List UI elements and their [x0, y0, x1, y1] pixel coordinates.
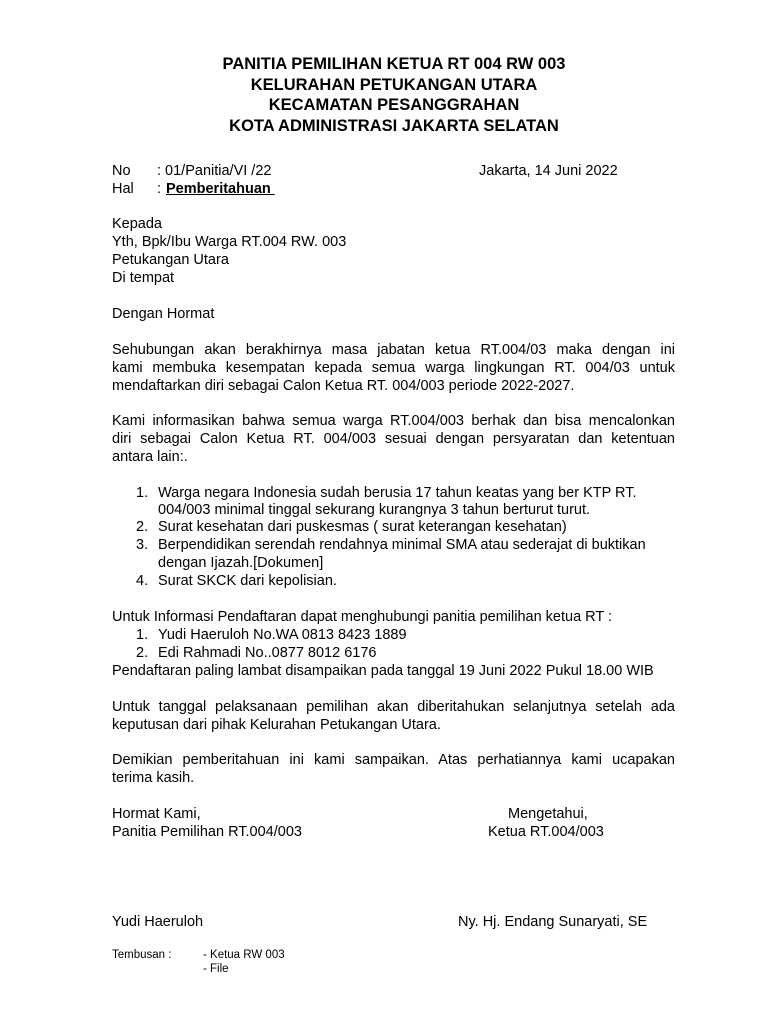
signatory-left: Yudi Haeruloh: [112, 914, 204, 930]
paragraph-2-line: antara lain:.: [112, 449, 188, 465]
letterhead-line-1: PANITIA PEMILIHAN KETUA RT 004 RW 003: [222, 55, 566, 73]
contact-text: Yudi Haeruloh No.WA 0813 8423 1889: [158, 627, 407, 643]
recipient-line-1: Kepada: [112, 216, 162, 232]
recipient-line-3: Petukangan Utara: [112, 252, 229, 268]
paragraph-1: [112, 341, 675, 395]
requirement-text: 004/003 minimal tinggal sekurang kurangnya 3 tahun berturut turut.: [158, 502, 591, 518]
recipient-line-4: Di tempat: [112, 270, 175, 286]
requirement-number: 3.: [136, 537, 149, 553]
requirement-number: 1.: [136, 485, 149, 501]
hal-subject: Pemberitahuan: [166, 181, 275, 197]
letterhead: [0, 54, 768, 136]
place-date: Jakarta, 14 Juni 2022: [479, 163, 618, 179]
paragraph-2-line: Kami informasikan bahwa semua warga RT.004/003 berhak dan bisa mencalonkan: [112, 413, 675, 429]
letterhead-line-3: KECAMATAN PESANGGRAHAN: [268, 96, 520, 114]
paragraph-1-line: mendaftarkan diri sebagai Calon Ketua RT. 004/003 periode 2022-2027.: [112, 378, 575, 394]
hal-label: Hal: [112, 181, 134, 197]
requirement-text: dengan Ijazah.[Dokumen]: [158, 555, 324, 571]
acknowledged-role: Ketua RT.004/003: [488, 824, 604, 840]
paragraph-4-line: terima kasih.: [112, 770, 195, 786]
salutation: Dengan Hormat: [112, 306, 215, 322]
signatory-right: Ny. Hj. Endang Sunaryati, SE: [458, 914, 648, 930]
requirement-number: 2.: [136, 519, 149, 535]
requirement-text: Surat kesehatan dari puskesmas ( surat keterangan kesehatan): [158, 519, 567, 535]
letterhead-line-4: KOTA ADMINISTRASI JAKARTA SELATAN: [229, 116, 559, 135]
paragraph-4: [112, 751, 675, 787]
hal-colon: :: [157, 181, 162, 197]
requirement-text: Surat SKCK dari kepolisian.: [158, 573, 337, 589]
letterhead-line-2: KELURAHAN PETUKANGAN UTARA: [250, 75, 538, 94]
requirement-text: Warga negara Indonesia sudah berusia 17 tahun keatas yang ber KTP RT.: [158, 485, 637, 501]
contact-number: 1.: [136, 627, 149, 643]
requirement-number: 4.: [136, 573, 149, 589]
cc-item: - Ketua RW 003: [203, 949, 285, 961]
closing-committee: Panitia Pemilihan RT.004/003: [112, 824, 302, 840]
recipient-line-2: Yth, Bpk/Ibu Warga RT.004 RW. 003: [112, 234, 347, 250]
paragraph-1-line: Sehubungan akan berakhirnya masa jabatan ketua RT.004/03 maka dengan ini: [112, 342, 675, 358]
registration-deadline: Pendaftaran paling lambat disampaikan pada tanggal 19 Juni 2022 Pukul 18.00 WIB: [112, 663, 654, 679]
paragraph-3-line: keputusan dari pihak Kelurahan Petukangan Utara.: [112, 717, 441, 733]
no-value: : 01/Panitia/VI /22: [157, 163, 272, 179]
requirement-text: Berpendidikan serendah rendahnya minimal SMA atau sederajat di buktikan: [158, 537, 646, 553]
paragraph-1-line: kami membuka kesempatan kepada semua warga lingkungan RT. 004/03 untuk: [112, 360, 675, 376]
cc-item: - File: [203, 963, 229, 975]
closing-greeting: Hormat Kami,: [112, 806, 201, 822]
contact-number: 2.: [136, 645, 149, 661]
acknowledged-label: Mengetahui,: [508, 806, 588, 822]
paragraph-4-line: Demikian pemberitahuan ini kami sampaikan. Atas perhatiannya kami ucapakan: [112, 752, 675, 768]
paragraph-2-line: diri sebagai Calon Ketua RT. 004/003 sesuai dengan persyaratan dan ketentuan: [112, 431, 675, 447]
no-label: No: [112, 163, 131, 179]
paragraph-2: [112, 412, 675, 466]
paragraph-3: [112, 698, 675, 734]
paragraph-3-line: Untuk tanggal pelaksanaan pemilihan akan diberitahukan selanjutnya setelah ada: [112, 699, 675, 715]
cc-label: Tembusan :: [112, 949, 172, 961]
contact-text: Edi Rahmadi No..0877 8012 6176: [158, 645, 377, 661]
contact-intro: Untuk Informasi Pendaftaran dapat menghubungi panitia pemilihan ketua RT :: [112, 609, 613, 625]
